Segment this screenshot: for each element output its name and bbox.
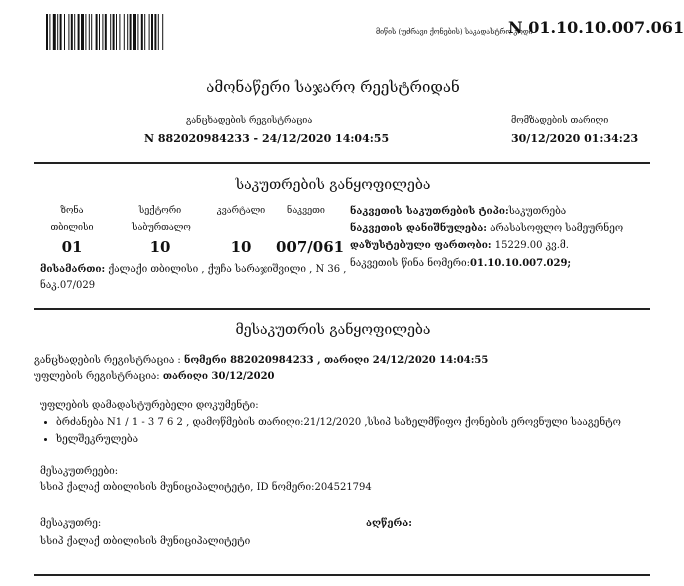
divider [34,162,650,164]
right-registration-value: თარიღი 30/12/2020 [162,371,275,382]
owners-value: სსიპ ქალაქ თბილისის მუნიციპალიტეტი, ID ნომერი:204521794 [40,482,372,493]
sector-header: სექტორი [138,206,182,216]
prepared-date-label: მომზადების თარიღი [511,116,609,126]
address-value-2: ნაკ.07/029 [40,280,96,291]
ownership-type-value: საკუთრება [508,206,567,217]
area-value: 15229.00 კვ.მ. [494,240,569,251]
purpose-value: არასასოფლო სამეურნეო [490,223,624,234]
address-label: მისამართი: [40,264,106,275]
documents-label: უფლების დამადასტურებელი დოკუმენტი: [40,400,259,411]
divider [34,308,650,310]
owner-application-label: განცხადების რეგისტრაცია : [34,355,181,366]
document-title: ამონაწერი საჯარო რეესტრიდან [206,78,460,96]
document-item: • ბრძანება N1 / 1 - 3 7 6 2 , დამოწმების თარიღი:21/12/2020 ,სსიპ სახელმწიფო ქონების ეროვნული სააგენტო [56,414,621,431]
parcel-header: ნაკვეთი [287,206,325,216]
block-header: კვარტალი [216,206,266,216]
parcel-value: 007/061 [276,238,345,256]
right-registration-line [34,371,275,382]
sector-sublabel: საბურთალო [132,223,191,233]
area-label: დაზუსტებული ფართობი: [350,240,492,251]
zone-sublabel: თბილისი [50,223,94,233]
right-registration-label: უფლების რეგისტრაცია: [34,371,160,382]
owner-application-value: ნომერი 882020984233 , თარიღი 24/12/2020 14:04:55 [183,355,489,366]
zone-value: 01 [61,238,83,256]
owner-application-line [34,355,488,366]
application-label: განცხადების რეგისტრაცია [186,116,313,126]
barcode-image [46,14,256,50]
purpose-label: ნაკვეთის დანიშნულება: [350,223,487,234]
address-line [40,264,346,275]
sector-value: 10 [149,238,171,256]
cadastral-code-label: მიწის (უძრავი ქონების) საკადასტრო კოდი [376,28,533,36]
previous-number-value: 01.10.10.007.029; [470,258,572,269]
zone-header: ზონა [60,206,84,216]
document-item: • ხელშეკრულება [56,431,621,448]
area-line [350,240,569,251]
block-value: 10 [230,238,252,256]
owner-label: მესაკუთრე: [40,518,102,529]
documents-list [42,414,621,448]
owner-section-title: მესაკუთრის განყოფილება [235,322,431,338]
cadastral-code-value: N 01.10.10.007.061 [508,18,684,37]
property-section-title: საკუთრების განყოფილება [235,177,431,193]
previous-number-line [350,258,571,269]
purpose-line [350,223,623,234]
prepared-date-value: 30/12/2020 01:34:23 [511,132,639,145]
description-label: აღწერა: [366,518,412,529]
previous-number-label: ნაკვეთის წინა ნომერი: [350,258,470,269]
ownership-type-label: ნაკვეთის საკუთრების ტიპი: [350,206,509,217]
divider [34,574,650,576]
owners-label: მესაკუთრეები: [40,466,119,477]
ownership-type-line [350,206,566,217]
application-value: N 882020984233 - 24/12/2020 14:04:55 [144,132,390,145]
address-value: ქალაქი თბილისი , ქუჩა სარაჯიშვილი , N 36 , [108,264,347,275]
owner-value: სსიპ ქალაქ თბილისის მუნიციპალიტეტი [40,536,251,547]
